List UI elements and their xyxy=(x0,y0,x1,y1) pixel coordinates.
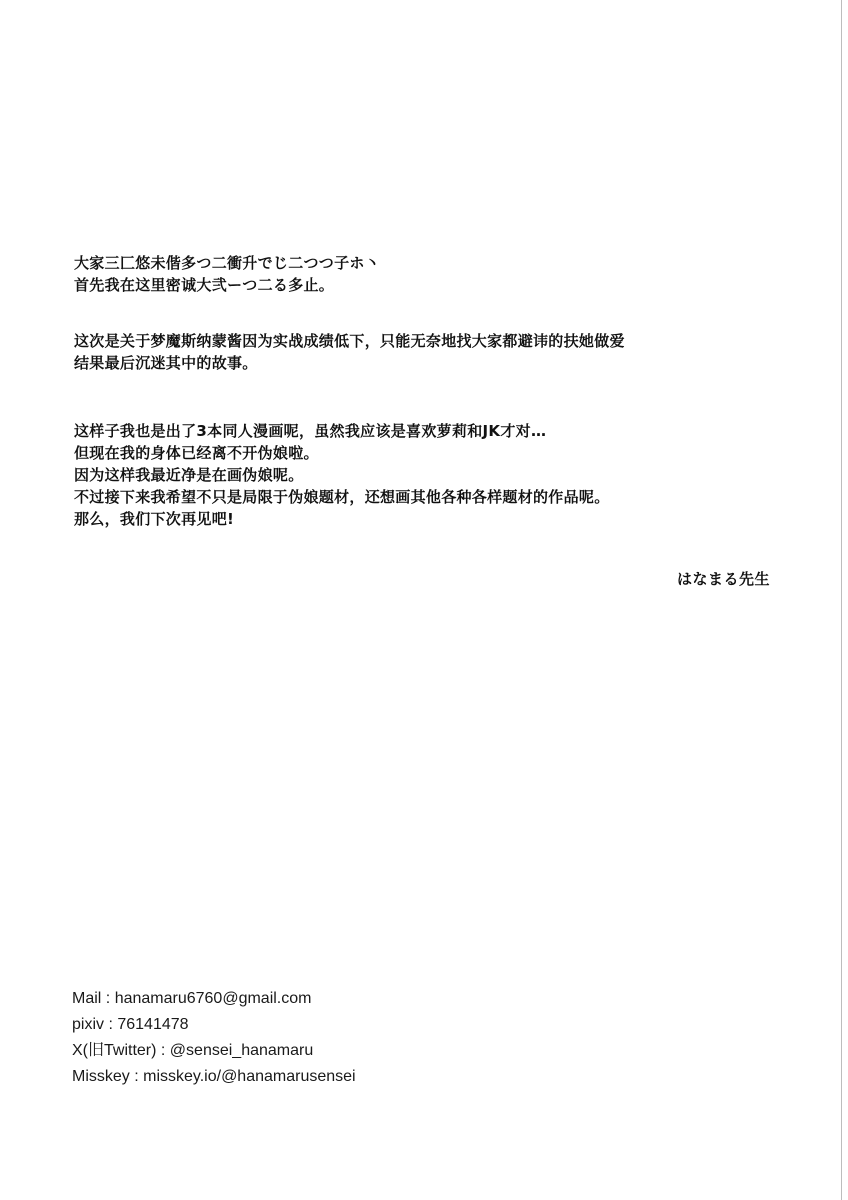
afterword-line-4: 不过接下来我希望不只是局限于伪娘题材，还想画其他各种各样题材的作品呢。 xyxy=(74,488,610,506)
afterword-line-1: 这样子我也是出了3本同人漫画呢，虽然我应该是喜欢萝莉和JK才对… xyxy=(74,422,547,440)
contact-misskey-separator: : xyxy=(129,1068,144,1085)
contact-pixiv-value: 76141478 xyxy=(117,1016,189,1033)
greeting-line-1: 大家三匚悠未偕多つ二衝升でじ二つつ子ホ丶 xyxy=(74,254,381,272)
contact-pixiv-separator: : xyxy=(104,1016,118,1033)
contact-mail xyxy=(72,986,356,1012)
contact-mail-separator: : xyxy=(101,990,115,1007)
contact-twitter-label: X(旧Twitter) xyxy=(72,1042,157,1059)
story-line-2: 结果最后沉迷其中的故事。 xyxy=(74,354,258,372)
letter-body xyxy=(74,252,774,564)
contact-pixiv xyxy=(72,1012,356,1038)
contact-misskey xyxy=(72,1064,356,1090)
contact-twitter-value: @sensei_hanamaru xyxy=(169,1042,314,1059)
contact-list xyxy=(72,986,356,1090)
contact-twitter xyxy=(72,1038,356,1064)
afterword-line-3: 因为这样我最近净是在画伪娘呢。 xyxy=(74,466,304,484)
contact-mail-value: hanamaru6760@gmail.com xyxy=(114,990,312,1007)
contact-misskey-value: misskey.io/@hanamarusensei xyxy=(143,1068,356,1085)
contact-pixiv-label: pixiv xyxy=(72,1016,105,1033)
afterword-line-2: 但现在我的身体已经离不开伪娘啦。 xyxy=(74,444,319,462)
contact-mail-label: Mail xyxy=(72,990,102,1007)
afterword-paragraph xyxy=(74,420,774,530)
author-signature: はなまる先生 xyxy=(676,570,770,588)
story-line-1: 这次是关于梦魔斯纳蒙酱因为实战成绩低下，只能无奈地找大家都避讳的扶她做爱 xyxy=(74,332,625,350)
story-paragraph xyxy=(74,330,774,374)
contact-twitter-separator: : xyxy=(156,1042,170,1059)
page-edge-line xyxy=(841,0,842,1200)
afterword-line-5: 那么，我们下次再见吧! xyxy=(74,510,235,528)
contact-misskey-label: Misskey xyxy=(72,1068,130,1085)
greeting-paragraph xyxy=(74,252,774,296)
greeting-line-2: 首先我在这里密诚大弐ーつ二る多止。 xyxy=(74,276,335,294)
